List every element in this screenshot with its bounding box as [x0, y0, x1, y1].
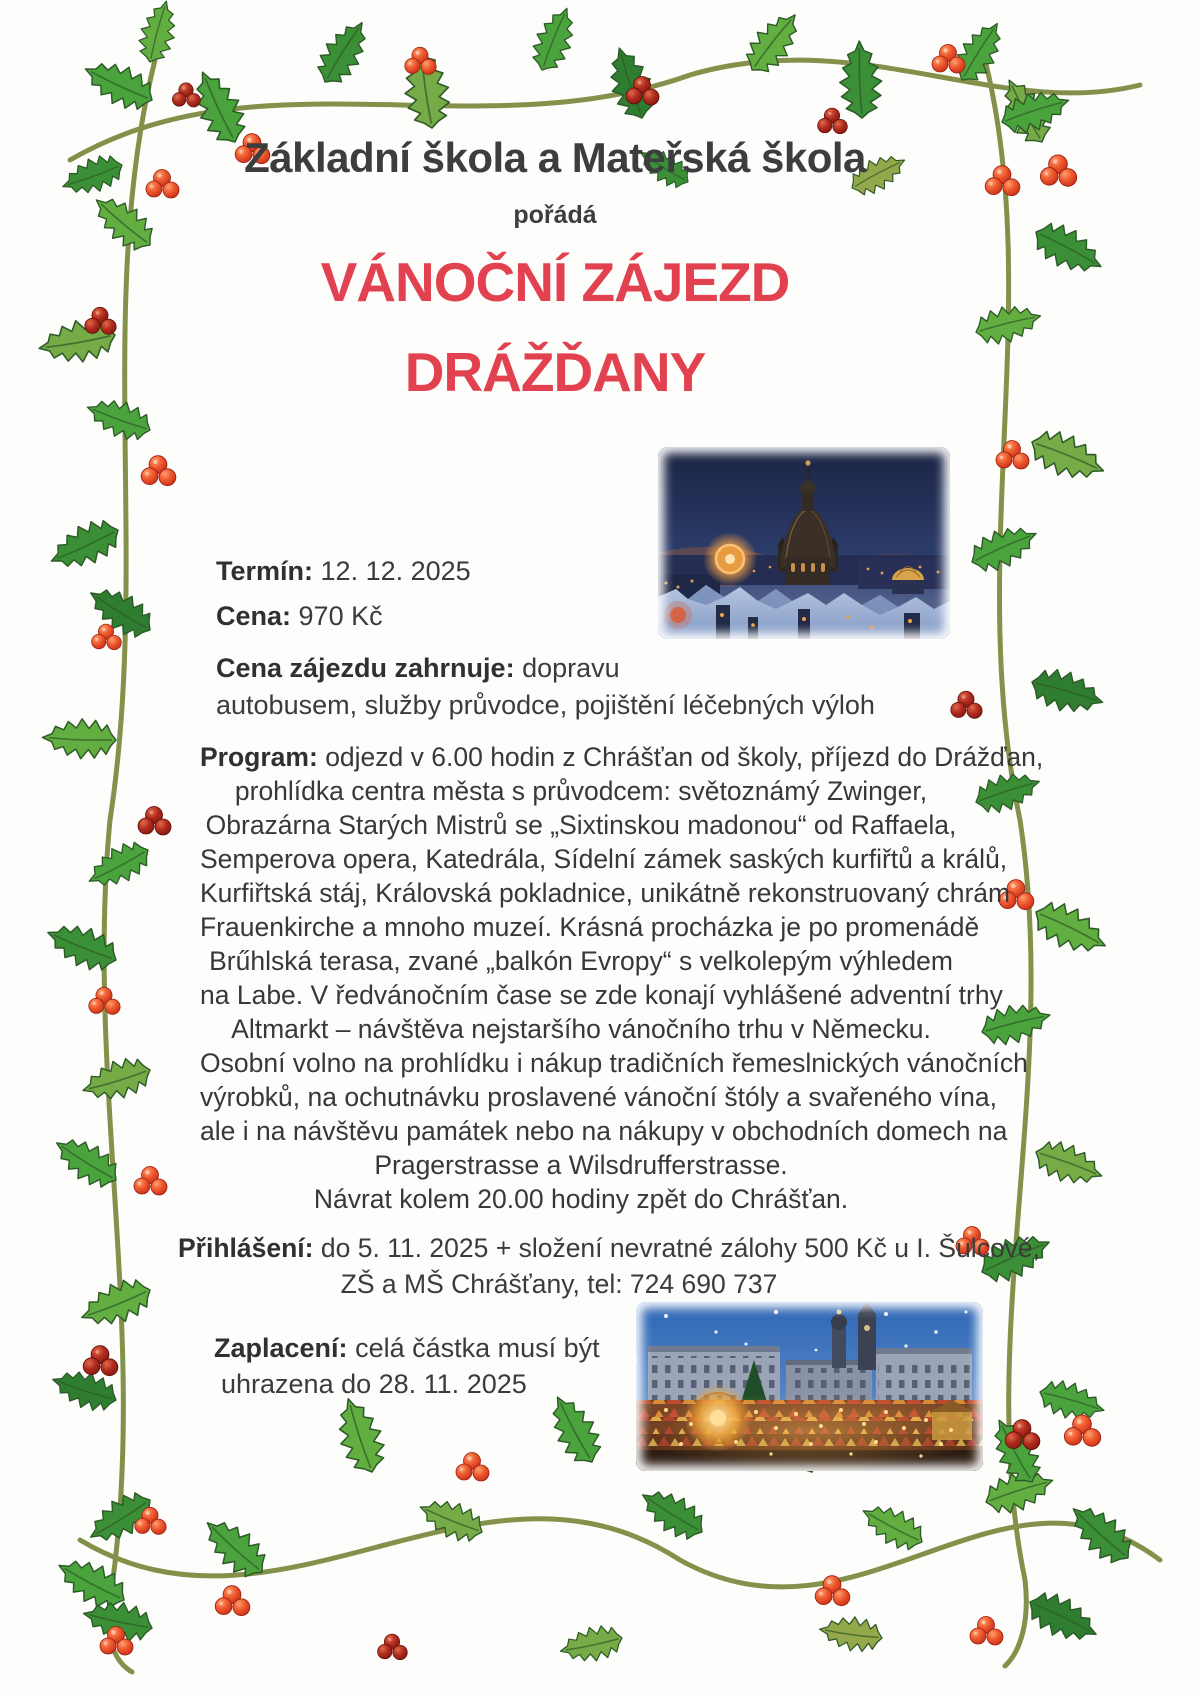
program-line: ale i na návštěvu památek nebo na nákupy v obchodních domech na: [200, 1116, 1008, 1146]
payment-line2: uhrazena do 28. 11. 2025: [221, 1369, 527, 1399]
organizes-text: pořádá: [513, 201, 597, 229]
program-line: Návrat kolem 20.00 hodiny zpět do Chrášťan.: [313, 1184, 849, 1214]
program-line: Kurfiřtská stáj, Královská pokladnice, unikátně rekonstruovaný chrám: [200, 878, 1011, 908]
program-line: Pragerstrasse a Wilsdrufferstrasse.: [374, 1150, 788, 1180]
program-paragraph: [200, 740, 1044, 1216]
signup-line1: [178, 1230, 1041, 1266]
payment-line1: [214, 1330, 600, 1366]
trip-price-value: 970 Kč: [298, 601, 383, 631]
program-line: prohlídka centra města s průvodcem: světoznámý Zwinger,: [234, 776, 928, 806]
price-includes-continued: autobusem, služby průvodce, pojištění léčebných výloh: [216, 690, 875, 720]
payment-label: Zaplacení:: [214, 1333, 348, 1363]
program-line: Semperova opera, Katedrála, Sídelní zámek saských kurfiřtů a králů,: [200, 844, 1008, 874]
trip-price-label: Cena:: [216, 601, 292, 631]
school-name: Základní škola a Mateřská škola: [244, 134, 866, 181]
signup-label: Přihlášení:: [178, 1233, 314, 1263]
trip-date: [216, 556, 471, 587]
program-line: Obrazárna Starých Mistrů se „Sixtinskou madonou“ od Raffaela,: [205, 810, 957, 840]
program-line: výrobků, na ochutnávku proslavené vánoční štóly a svařeného vína,: [200, 1082, 997, 1112]
signup-line2: ZŠ a MŠ Chrášťany, tel: 724 690 737: [340, 1269, 778, 1299]
price-includes-value: dopravu: [522, 653, 620, 683]
payment-info: [214, 1330, 600, 1402]
trip-title-line2: DRÁŽĎANY: [404, 341, 706, 403]
program-line: Osobní volno na prohlídku i nákup tradičních řemeslnických vánočních: [200, 1048, 1028, 1078]
trip-price: [216, 601, 383, 632]
program-line: [200, 740, 1044, 774]
price-includes-label: Cena zájezdu zahrnuje:: [216, 653, 515, 683]
trip-title-line1: VÁNOČNÍ ZÁJEZD: [320, 251, 790, 313]
program-line-text: odjezd v 6.00 hodin z Chrášťan od školy, příjezd do Drážďan,: [325, 742, 1044, 772]
price-includes: [216, 653, 620, 684]
signup-line1-text: do 5. 11. 2025 + složení nevratné zálohy 500 Kč u I. Šulcové,: [320, 1233, 1041, 1263]
signup-info: [178, 1230, 1041, 1302]
program-line: na Labe. V ředvánočním čase se zde konají vyhlášené adventní trhy: [200, 980, 1003, 1010]
program-line: Altmarkt – návštěva nejstaršího vánočního trhu v Německu.: [231, 1014, 931, 1044]
program-label: Program:: [200, 742, 318, 772]
trip-date-label: Termín:: [216, 556, 314, 586]
trip-date-value: 12. 12. 2025: [320, 556, 471, 586]
payment-line1-text: celá částka musí být: [355, 1333, 600, 1363]
program-line: Brűhlská terasa, zvané „balkón Evropy“ s velkolepým výhledem: [209, 946, 953, 976]
program-line: Frauenkirche a mnoho muzeí. Krásná procházka je po promenádě: [200, 912, 980, 942]
